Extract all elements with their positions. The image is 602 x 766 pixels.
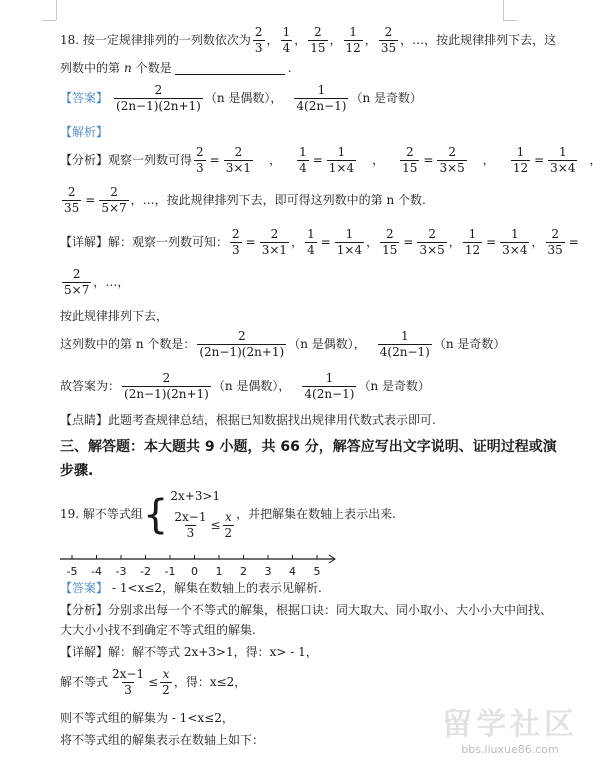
frac-num: 2	[72, 267, 81, 281]
step4: 将不等式组的解集表示在数轴上如下：	[60, 733, 265, 747]
axis-tick-label: -4	[91, 565, 102, 578]
frac-num: 2	[385, 227, 394, 241]
watermark-url: bbs.liuxue86.com	[461, 743, 559, 756]
frac-num: 1	[282, 25, 291, 39]
frac-num: 2	[234, 145, 243, 159]
crop-mark-top-left	[56, 0, 57, 20]
number-line-svg	[60, 550, 350, 584]
frac-num: 2	[237, 329, 246, 343]
answer-blank	[175, 62, 285, 75]
step2-right-fraction	[160, 668, 172, 697]
even-note: （n 是偶数），	[212, 379, 291, 394]
xiangjie-tag: 【详解】	[60, 645, 109, 659]
axis-tick-label: 1	[215, 565, 223, 578]
det-left-5	[546, 228, 565, 257]
frac-den: 3×1	[225, 161, 252, 176]
step2-pre: 解不等式	[60, 675, 109, 690]
even-note: （n 是偶数），	[288, 337, 366, 352]
q18-dianjing-line	[60, 414, 436, 427]
frac-den: 35	[64, 201, 80, 216]
frac-den: (2n−1)(2n+1)	[116, 99, 201, 114]
q18-seq-term-5	[379, 26, 398, 55]
q18-prompt-line: 18. 按一定规律排列的一列数依次为 $\frac{2}{3}$ ， $\frac{1}{4}$ ， $\frac{2}{15}$ ， $\frac{1}{12}$ ， $\frac{2}{35}$ ，…，按此规律排列下去，这	[60, 25, 557, 56]
q19-answer-text: - 1<x≤2，解集在数轴上的表示见解析.	[112, 581, 322, 595]
frac-num: 1	[511, 227, 519, 241]
inequality-system	[170, 486, 236, 544]
fenxi-line2: 大大小小找不到确定不等式组的解集.	[60, 623, 256, 637]
etc: ，…，	[93, 275, 130, 290]
xiangjie-tag: 【详解】	[60, 235, 109, 250]
frac-den: (2n−1)(2n+1)	[199, 345, 285, 360]
so-odd-fraction	[302, 372, 356, 401]
q18-analysis-line: 【分析】 观察一列数可得 $\frac{2}{3}$ = $\frac{2}{3\times 1}$ ， $\frac{1}{4}$ = $\frac{1}{1\times 4}$ ， $\frac{2}{15}$ = $\frac{2}{3\times 5}$ ， $\frac{1}{12}$ = $\frac{1}{3\times 4}$ ，	[60, 145, 602, 176]
so-even-fraction	[122, 372, 211, 401]
frac-den: 15	[382, 243, 398, 258]
step3: 则不等式组的解集为 - 1<x≤2，	[60, 711, 234, 725]
step2-post: ，得：x≤2，	[173, 675, 247, 690]
obs-left-3	[400, 146, 419, 175]
q19-tail: ，并把解集在数轴上表示出来.	[236, 507, 396, 522]
frac-den: 3×5	[439, 161, 465, 176]
frac-den: 12	[464, 243, 481, 258]
q18-seq-term-3	[308, 26, 327, 55]
frac-num: 2	[405, 145, 414, 159]
q18-rule-line	[60, 310, 168, 323]
section3-heading	[60, 440, 557, 455]
frac-den: 3	[196, 161, 204, 176]
frac-den: 3	[254, 41, 263, 56]
inequality-1: 2x+3>1	[170, 488, 221, 503]
q18-so-line	[60, 372, 430, 401]
frac-num: 2	[254, 25, 263, 39]
obs-left-2	[297, 146, 309, 175]
watermark	[442, 699, 578, 756]
frac-den: 5×7	[101, 201, 127, 216]
axis-tick-label: 3	[264, 565, 272, 578]
obs-right-2	[327, 146, 356, 175]
axis-tick-label: -2	[140, 565, 151, 578]
frac-num: 1	[349, 25, 357, 39]
odd-note: （n 是奇数）	[350, 91, 423, 106]
obs-left-5	[62, 186, 81, 215]
frac-den: 3×4	[550, 161, 576, 176]
section3-heading-line2: 步骤.	[60, 463, 94, 479]
q18-prompt-c-post: 个数是	[135, 61, 172, 75]
answer-tag: 【答案】	[60, 581, 109, 595]
axis-tick-label: 0	[191, 565, 198, 578]
frac-den: 15	[310, 41, 326, 56]
frac-num: x	[224, 509, 232, 524]
ineq2-right-fraction	[223, 511, 235, 540]
axis-tick-label: -3	[115, 565, 127, 578]
frac-num: 2	[67, 185, 76, 199]
inequality-2	[170, 511, 236, 540]
frac-num: 1	[516, 145, 525, 159]
frac-den: 2	[162, 683, 170, 698]
watermark-title: 留学社区	[442, 707, 578, 742]
frac-num: 2	[196, 145, 204, 159]
det-right-5	[62, 268, 91, 297]
q18-prompt-a: 18. 按一定规律排列的一列数依次为	[60, 33, 251, 48]
section3-heading-line1: 三、解答题：本大题共 9 小题，共 66 分，解答应写出文字说明、证明过程或演	[60, 439, 557, 455]
frac-den: 3	[232, 243, 240, 258]
frac-den: 4(2n−1)	[296, 99, 347, 114]
frac-den: 3×5	[419, 243, 445, 258]
nth-text: 这列数中的第 n 个数是：	[60, 337, 196, 352]
dianjing-tag: 【点睛】	[60, 413, 109, 427]
answer-even-fraction	[114, 84, 203, 113]
frac-num: 1	[317, 83, 326, 97]
frac-den: 4	[299, 161, 307, 176]
frac-num: 1	[559, 145, 567, 159]
frac-num: 2	[314, 25, 322, 39]
frac-den: 15	[402, 161, 418, 176]
frac-num: 2	[448, 145, 456, 159]
frac-den: 1×4	[328, 161, 355, 176]
frac-num: 2	[270, 227, 279, 241]
frac-num: 2	[232, 227, 240, 241]
frac-den: 4(2n−1)	[379, 345, 430, 360]
answer-tag: 【答案】	[60, 91, 109, 106]
q18-seq-term-2	[281, 26, 293, 55]
system-brace: {	[142, 492, 169, 538]
q18-n-var: n	[124, 61, 132, 75]
rule-text: 按此规律排列下去，	[60, 309, 169, 323]
frac-num: x	[162, 667, 170, 681]
xiangjie-text: 解：观察一列数可知：	[108, 235, 229, 250]
step1: 解：解不等式 2x+3>1，得：x> - 1，	[108, 645, 318, 659]
obs-right-3	[437, 146, 466, 175]
q18-jiexi-line	[60, 126, 112, 139]
axis-tick-label: 4	[289, 565, 296, 578]
even-note: （n 是偶数），	[204, 91, 283, 106]
frac-num: 2	[154, 83, 163, 97]
det-right-2	[335, 228, 364, 257]
fenxi-tag: 【分析】	[60, 603, 109, 617]
jiexi-tag: 【解析】	[60, 125, 109, 139]
det-right-3	[417, 228, 446, 257]
frac-num: 1	[307, 227, 315, 241]
det-left-1	[230, 228, 242, 257]
det-left-3	[380, 228, 399, 257]
odd-note: （n 是奇数）	[433, 337, 506, 352]
q19-step2-line	[60, 668, 246, 697]
frac-den: 35	[547, 243, 563, 258]
obs-right-4	[548, 146, 577, 175]
q19-step4-line	[60, 734, 264, 747]
q19-step1-line	[60, 646, 318, 659]
frac-den: 5×7	[64, 283, 90, 298]
fenxi-text: 观察一列数可得	[108, 153, 193, 168]
frac-den: 3	[124, 683, 132, 698]
so-text: 故答案为：	[60, 379, 121, 394]
det-right-1	[260, 228, 289, 257]
frac-den: 3×1	[261, 243, 288, 258]
frac-num: 2	[110, 185, 118, 199]
q19-answer-line	[60, 582, 322, 595]
crop-mark-top-right-h	[503, 20, 517, 21]
obs-left-4	[511, 146, 530, 175]
frac-num: 2	[162, 371, 171, 385]
frac-den: 3	[186, 525, 195, 540]
obs-right-5	[99, 186, 128, 215]
frac-num: 2x−1	[174, 509, 207, 524]
det-right-4	[500, 228, 529, 257]
ineq2-relation: ≤	[210, 517, 221, 532]
q19-analysis-line	[60, 604, 552, 617]
q18-nth-line	[60, 330, 505, 359]
q18-detail-line-2	[60, 268, 129, 297]
odd-note: （n 是奇数）	[358, 379, 431, 394]
frac-num: 1	[325, 371, 334, 385]
frac-den: 12	[512, 161, 529, 176]
crop-mark-top-left-h	[42, 20, 56, 21]
dianjing-text: 此题考查规律总结，根据已知数据找出规律用代数式表示即可.	[108, 413, 436, 427]
frac-num: 1	[337, 145, 346, 159]
obs-right-1	[224, 146, 253, 175]
q19-step3-line	[60, 712, 234, 725]
frac-num: 2	[384, 25, 393, 39]
frac-num: 1	[468, 227, 477, 241]
nth-odd-fraction	[378, 330, 432, 359]
q18-prompt-c-pre: 列数中的第	[60, 61, 121, 75]
fenxi-line1: 分别求出每一个不等式的解集，根据口诀：同大取大、同小取小、大小小大中间找、	[108, 603, 553, 617]
frac-num: 1	[400, 329, 409, 343]
section3-heading-2	[60, 464, 93, 479]
step2-relation: ≤	[148, 675, 159, 690]
frac-den: 4	[307, 243, 315, 258]
frac-den: 4	[282, 41, 291, 56]
crop-mark-top-right	[503, 0, 504, 20]
det-left-2	[305, 228, 317, 257]
q18-seq-term-1	[253, 26, 265, 55]
q19-analysis-line-2	[60, 624, 256, 637]
frac-den: 1×4	[336, 243, 363, 258]
axis-tick-label: 5	[313, 565, 321, 578]
fenxi-tag: 【分析】	[60, 153, 109, 168]
fenxi-tail: ，…，按此规律排列下去，即可得这列数中的第 n 个数.	[130, 193, 426, 208]
q18-answer-line	[60, 84, 422, 113]
step2-left-fraction	[110, 668, 146, 697]
frac-num: 1	[345, 227, 354, 241]
axis-tick-label: -1	[164, 565, 176, 578]
frac-den: 12	[345, 41, 361, 56]
q18-prompt-b: ，…，按此规律排列下去，这	[400, 33, 557, 48]
axis-tick-label: -5	[66, 565, 78, 578]
frac-num: 2	[551, 227, 559, 241]
q18-prompt-line-2: 列数中的第 n 个数是 .	[60, 61, 292, 75]
frac-num: 1	[299, 145, 307, 159]
ineq2-left-fraction	[172, 511, 208, 540]
nth-even-fraction	[197, 330, 286, 359]
q19-label: 19. 解不等式组	[60, 507, 143, 522]
q18-seq-term-4	[344, 26, 363, 55]
frac-den: 4(2n−1)	[304, 387, 355, 402]
frac-den: 35	[380, 41, 397, 56]
q19-prompt-line	[60, 486, 396, 544]
q18-analysis-line-2: $\frac{2}{35}$ = $\frac{2}{5\times 7}$ ，…，按此规律排列下去，即可得这列数中的第 n 个数.	[64, 185, 426, 216]
det-left-4	[463, 228, 482, 257]
q18-detail-line: 【详解】 解：观察一列数可知： $\frac{2}{3}$ = $\frac{2}{3\times 1}$ ， $\frac{1}{4}$ = $\frac{1}{1\times 4}$ ， $\frac{2}{15}$ = $\frac{2}{3\times 5}$ ， $\frac{1}{12}$ = $\frac{1}{3\times 4}$ ， $\frac{2}{35}$ =	[60, 227, 579, 258]
answer-odd-fraction	[294, 84, 348, 113]
obs-left-1	[194, 146, 206, 175]
frac-num: 2x−1	[112, 667, 145, 681]
frac-den: (2n−1)(2n+1)	[124, 387, 209, 402]
frac-den: 3×4	[502, 243, 528, 258]
frac-num: 2	[428, 227, 436, 241]
frac-den: 2	[224, 525, 233, 540]
axis-tick-label: 2	[240, 565, 247, 578]
